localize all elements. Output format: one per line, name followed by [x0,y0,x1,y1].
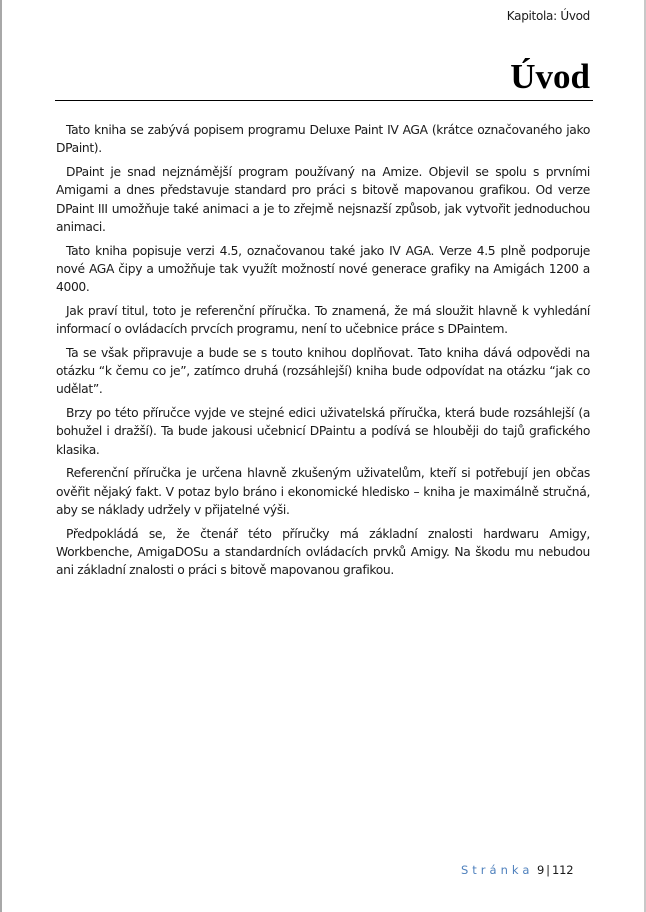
paragraph: Tato kniha popisuje verzi 4.5, označovanou také jako IV AGA. Verze 4.5 plně podporuje nové AGA čipy a umožňuje tak využít možností nové generace grafiky na Amigách 1200 a 4000. [56,243,590,295]
paragraph: Ta se však připravuje a bude se s touto knihou doplňovat. Tato kniha dává odpovědi na otázku “k čemu co je”, zatímco druhá (rozsáhlejší) kniha bude odpovídat na otázku “jak co udělat”. [56,345,590,397]
chapter-title: Úvod [510,57,590,96]
paragraph: Tato kniha se zabývá popisem programu Deluxe Paint IV AGA (krátce označovaného jako DPaint). [56,123,590,156]
paragraph: Předpokládá se, že čtenář této příručky má základní znalosti hardwaru Amigy, Workbenche, AmigaDOSu a standardních ovládacích prvků Amigy. Na škodu mu nebudou ani základní znalosti o práci s bitově mapovanou grafikou. [56,526,590,578]
page-label: Stránka [461,863,534,877]
page-separator: | [546,863,551,877]
total-pages: 112 [552,863,574,877]
page-edge-left [0,0,2,912]
paragraph: Referenční příručka je určena hlavně zkušeným uživatelům, kteří si potřebují jen občas ověřit nějaký fakt. V potaz bylo bráno i ekonomické hledisko – kniha je maximálně stručná, aby se náklady udržely v přijatelné výši. [56,466,590,517]
paragraph: Jak praví titul, toto je referenční příručka. To znamená, že má sloužit hlavně k vyhledání informací o ovládacích prvcích programu, není to učebnice práce s DPaintem. [56,303,590,337]
running-header: Kapitola: Úvod [506,9,590,23]
paragraph: Brzy po této příručce vyjde ve stejné edici uživatelská příručka, která bude rozsáhlejší (a bohužel i dražší). Ta bude jakousi učebnicí DPaintu a podívá se hlouběji do tajů grafického klasika. [56,406,590,457]
paragraph: DPaint je snad nejznámější program používaný na Amize. Objevil se spolu s prvními Amigami a dnes představuje standard pro práci s bitově mapovanou grafikou. Od verze DPaint III umožňuje také animaci a je to zřejmě nejsnazší způsob, jak vytvořit jednoduchou animaci. [56,164,590,234]
page-footer [461,863,573,877]
page-number: 9 [537,863,545,877]
title-underline-rule [55,100,593,101]
body-text [56,121,590,585]
